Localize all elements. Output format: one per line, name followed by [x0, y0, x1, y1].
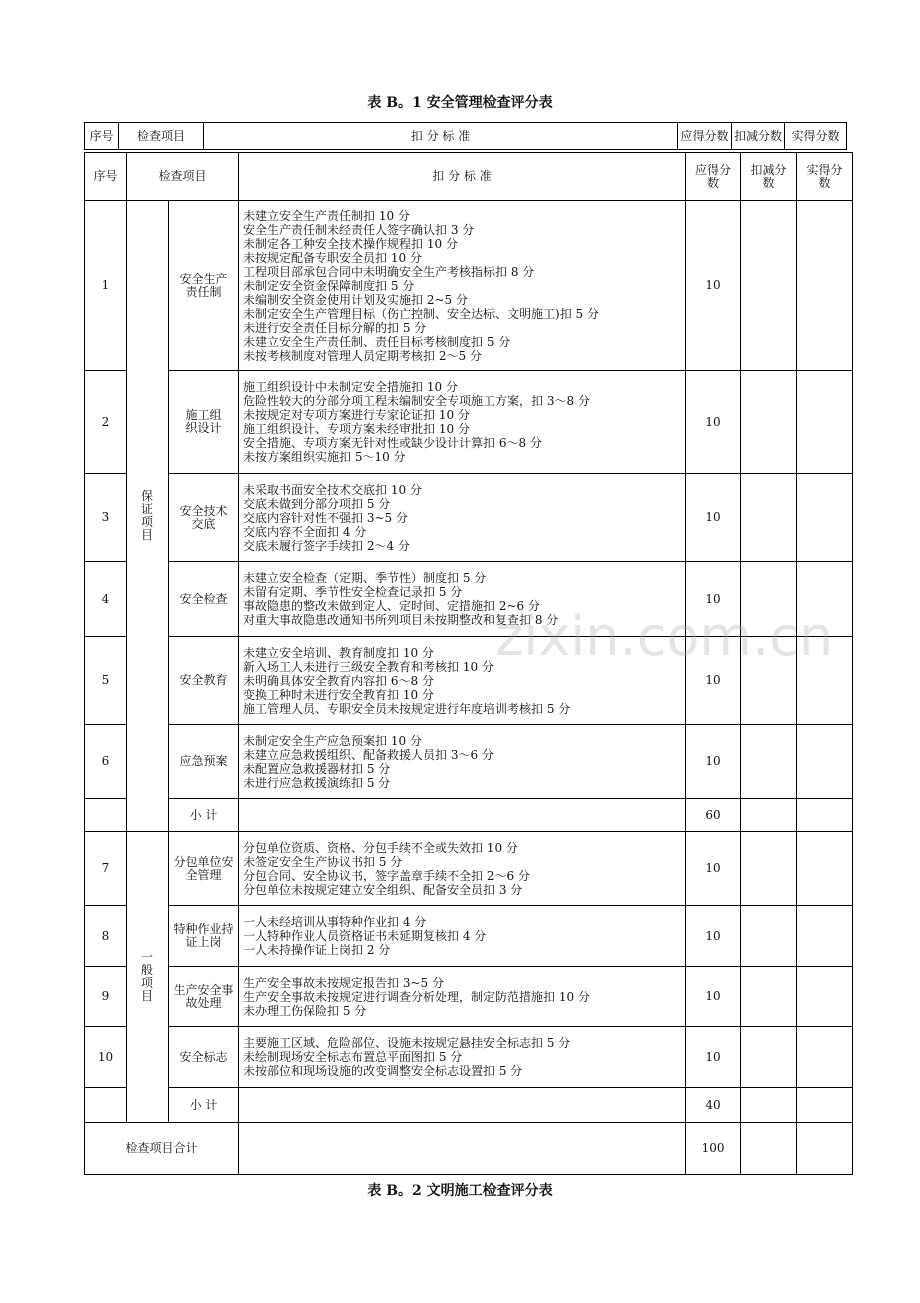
row-score: 10	[686, 906, 741, 967]
table-row	[85, 906, 853, 967]
row-score: 10	[686, 967, 741, 1027]
subtotal-score: 40	[686, 1088, 741, 1123]
row-score: 10	[686, 725, 741, 799]
row-actual	[797, 1027, 853, 1088]
col-header-due: 应得分数	[686, 153, 741, 201]
criteria-line: 未建立安全生产责任制扣 10 分	[243, 208, 410, 223]
criteria-line: 未按规定配备专职安全员扣 10 分	[243, 250, 422, 265]
row-criteria	[239, 967, 686, 1027]
row-criteria	[239, 637, 686, 725]
table-row	[85, 201, 853, 371]
row-seq: 10	[85, 1027, 127, 1088]
criteria-line: 分包单位资质、资格、分包手续不全或失效扣 10 分	[243, 840, 518, 855]
row-actual	[797, 832, 853, 906]
criteria-line: 交底内容不全面扣 4 分	[243, 524, 367, 539]
subtotal-label: 小 计	[169, 1088, 239, 1123]
criteria-line: 主要施工区域、危险部位、设施未按规定悬挂安全标志扣 5 分	[243, 1036, 571, 1050]
row-actual	[797, 474, 853, 562]
row-criteria	[239, 562, 686, 637]
criteria-line: 交底未做到分部分项扣 5 分	[243, 496, 391, 511]
criteria-line: 未按规定对专项方案进行专家论证扣 10 分	[243, 408, 470, 422]
row-seq: 9	[85, 967, 127, 1027]
criteria-line: 未留有定期、季节性安全检查记录扣 5 分	[243, 585, 463, 599]
criteria-line: 安全生产责任制未经责任人签字确认扣 3 分	[243, 222, 475, 237]
row-actual	[797, 371, 853, 474]
row-item: 生产安全事故处理	[169, 967, 239, 1027]
table-row	[85, 725, 853, 799]
row-seq: 3	[85, 474, 127, 562]
header-deduct: 扣减分数	[732, 123, 785, 150]
criteria-line: 未建立安全培训、教育制度扣 10 分	[243, 645, 434, 660]
row-deduct	[741, 967, 797, 1027]
criteria-line: 交底未履行签字手续扣 2～4 分	[243, 538, 410, 553]
row-criteria	[239, 832, 686, 906]
criteria-line: 生产安全事故未按规定报告扣 3~5 分	[243, 975, 444, 990]
criteria-line: 变换工种时未进行安全教育扣 10 分	[243, 687, 434, 702]
table-row	[85, 832, 853, 906]
row-deduct	[741, 201, 797, 371]
total-label: 检查项目合计	[85, 1123, 239, 1175]
table-row	[85, 967, 853, 1027]
subtotal-label: 小 计	[169, 799, 239, 832]
group-general: 一般项目	[127, 832, 169, 1123]
row-item: 安全生产责任制	[169, 201, 239, 371]
total-row	[85, 1123, 853, 1175]
row-criteria	[239, 906, 686, 967]
total-score: 100	[686, 1123, 741, 1175]
criteria-line: 未制定安全生产管理目标（伤亡控制、安全达标、文明施工)扣 5 分	[243, 306, 599, 321]
row-deduct	[741, 562, 797, 637]
criteria-line: 一人未持操作证上岗扣 2 分	[243, 943, 391, 957]
col-header-criteria: 扣 分 标 准	[239, 153, 686, 201]
criteria-line: 未制定安全资金保障制度扣 5 分	[243, 278, 415, 293]
group-guarantee: 保 证 项 目	[127, 201, 169, 832]
col-header-item: 检查项目	[127, 153, 239, 201]
criteria-line: 未编制安全资金使用计划及实施扣 2~5 分	[243, 292, 468, 307]
header-seq: 序号	[85, 123, 119, 150]
criteria-line: 安全措施、专项方案无针对性或缺少设计计算扣 6～8 分	[243, 436, 542, 450]
criteria-line: 施工组织设计、专项方案未经审批扣 10 分	[243, 422, 470, 436]
row-item: 分包单位安全管理	[169, 832, 239, 906]
criteria-line: 未进行应急救援演练扣 5 分	[243, 775, 391, 790]
criteria-line: 交底内容针对性不强扣 3~5 分	[243, 510, 408, 525]
watermark: zixin.com.cn	[495, 605, 834, 668]
criteria-line: 未签定安全生产协议书扣 5 分	[243, 854, 403, 869]
row-deduct	[741, 906, 797, 967]
col-header-deduct: 扣减分数	[741, 153, 797, 201]
criteria-line: 新入场工人未进行三级安全教育和考核扣 10 分	[243, 659, 494, 674]
row-score: 10	[686, 474, 741, 562]
row-seq: 2	[85, 371, 127, 474]
row-score: 10	[686, 1027, 741, 1088]
row-seq: 5	[85, 637, 127, 725]
row-seq: 7	[85, 832, 127, 906]
criteria-line: 分包单位未按规定建立安全组织、配备安全员扣 3 分	[243, 882, 523, 897]
row-actual	[797, 562, 853, 637]
table-row	[85, 637, 853, 725]
subtotal-row	[85, 799, 853, 832]
criteria-line: 未办理工伤保险扣 5 分	[243, 1003, 367, 1018]
row-actual	[797, 201, 853, 371]
table-row	[85, 474, 853, 562]
criteria-line: 未按方案组织实施扣 5～10 分	[243, 450, 406, 464]
row-score: 10	[686, 832, 741, 906]
score-table	[84, 152, 853, 1175]
row-item: 特种作业持证上岗	[169, 906, 239, 967]
row-seq: 1	[85, 201, 127, 371]
row-deduct	[741, 725, 797, 799]
row-deduct	[741, 1027, 797, 1088]
row-deduct	[741, 832, 797, 906]
row-actual	[797, 637, 853, 725]
row-actual	[797, 725, 853, 799]
row-criteria	[239, 1027, 686, 1088]
criteria-line: 对重大事故隐患改通知书所列项目未按期整改和复查扣 8 分	[243, 613, 559, 627]
header-due: 应得分数	[678, 123, 732, 150]
row-seq: 4	[85, 562, 127, 637]
col-header-seq: 序号	[85, 153, 127, 201]
subtotal-row	[85, 1088, 853, 1123]
criteria-line: 未建立安全生产责任制、责任目标考核制度扣 5 分	[243, 334, 511, 349]
row-criteria	[239, 725, 686, 799]
row-score: 10	[686, 201, 741, 371]
criteria-line: 一人未经培训从事特种作业扣 4 分	[243, 915, 427, 929]
table-row	[85, 1027, 853, 1088]
row-actual	[797, 967, 853, 1027]
criteria-line: 未按部位和现场设施的改变调整安全标志设置扣 5 分	[243, 1064, 523, 1078]
row-item: 安全检查	[169, 562, 239, 637]
criteria-line: 分包合同、安全协议书，签字盖章手续不全扣 2～6 分	[243, 868, 530, 883]
row-item: 安全教育	[169, 637, 239, 725]
row-seq: 8	[85, 906, 127, 967]
row-item: 安全标志	[169, 1027, 239, 1088]
criteria-line: 一人特种作业人员资格证书未延期复核扣 4 分	[243, 929, 487, 943]
criteria-line: 未制定各工种安全技术操作规程扣 10 分	[243, 236, 458, 251]
table-row	[85, 562, 853, 637]
header-actual: 实得分数	[785, 123, 847, 150]
criteria-line: 未进行安全责任目标分解的扣 5 分	[243, 320, 427, 335]
criteria-line: 未按考核制度对管理人员定期考核扣 2～5 分	[243, 348, 482, 363]
header-item: 检查项目	[119, 123, 204, 150]
criteria-line: 工程项目部承包合同中未明确安全生产考核指标扣 8 分	[243, 264, 535, 279]
criteria-line: 未明确具体安全教育内容扣 6～8 分	[243, 673, 434, 688]
table-row	[85, 371, 853, 474]
row-deduct	[741, 474, 797, 562]
row-score: 10	[686, 562, 741, 637]
table-title: 表 B。1 安全管理检查评分表	[367, 95, 553, 111]
row-criteria	[239, 371, 686, 474]
row-item: 施工组织设计	[169, 371, 239, 474]
row-criteria	[239, 201, 686, 371]
row-item: 应急预案	[169, 725, 239, 799]
criteria-line: 事故隐患的整改未做到定人、定时间、定措施扣 2~6 分	[243, 599, 540, 613]
criteria-line: 未建立应急救援组织、配备救援人员扣 3～6 分	[243, 747, 494, 762]
header-strip	[84, 122, 847, 150]
criteria-line: 未配置应急救援器材扣 5 分	[243, 761, 391, 776]
row-seq: 6	[85, 725, 127, 799]
criteria-line: 施工组织设计中未制定安全措施扣 10 分	[243, 380, 458, 394]
criteria-line: 未采取书面安全技术交底扣 10 分	[243, 482, 422, 497]
row-score: 10	[686, 371, 741, 474]
criteria-line: 未制定安全生产应急预案扣 10 分	[243, 733, 422, 748]
header-criteria: 扣 分 标 准	[204, 123, 678, 150]
subtotal-score: 60	[686, 799, 741, 832]
col-header-actual: 实得分数	[797, 153, 853, 201]
criteria-line: 危险性较大的分部分项工程未编制安全专项施工方案，扣 3～8 分	[243, 394, 590, 408]
row-score: 10	[686, 637, 741, 725]
criteria-line: 未建立安全检查（定期、季节性）制度扣 5 分	[243, 571, 487, 585]
criteria-line: 生产安全事故未按规定进行调查分析处理，制定防范措施扣 10 分	[243, 989, 590, 1004]
row-criteria	[239, 474, 686, 562]
row-deduct	[741, 371, 797, 474]
row-actual	[797, 906, 853, 967]
row-item: 安全技术交底	[169, 474, 239, 562]
criteria-line: 施工管理人员、专职安全员未按规定进行年度培训考核扣 5 分	[243, 701, 571, 716]
row-deduct	[741, 637, 797, 725]
next-table-title: 表 B。2 文明施工检查评分表	[367, 1183, 553, 1199]
criteria-line: 未绘制现场安全标志布置总平面图扣 5 分	[243, 1050, 463, 1064]
